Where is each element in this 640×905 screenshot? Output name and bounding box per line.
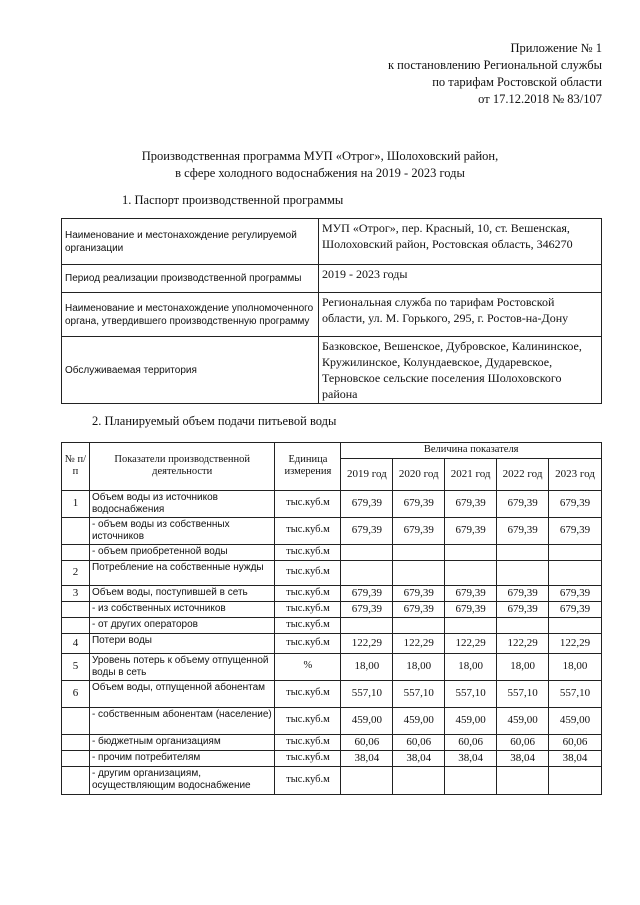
header-indicator: Показатели производственной деятельности [89,443,275,491]
table-row [62,293,602,337]
appendix-line: к постановлению Региональной службы [387,58,602,72]
row-unit: тыс.куб.м [275,544,341,560]
row-value: 38,04 [393,750,445,766]
table-row [62,560,602,585]
row-value: 679,39 [341,601,393,617]
row-unit: тыс.куб.м [275,617,341,633]
header-year: 2020 год [393,458,445,490]
row-number [62,766,90,794]
table-row [62,585,602,601]
table-row [62,601,602,617]
row-value: 122,29 [497,633,549,653]
row-value: 679,39 [549,585,602,601]
table-row [62,653,602,680]
row-value [445,544,497,560]
section-heading-passport: 1. Паспорт производственной программы [122,193,344,207]
row-value: 679,39 [497,517,549,544]
row-value: 60,06 [497,734,549,750]
row-unit: тыс.куб.м [275,490,341,517]
row-value: 60,06 [393,734,445,750]
row-value: 18,00 [341,653,393,680]
row-value: 557,10 [549,680,602,707]
row-indicator: Объем воды из источников водоснабжения [89,490,275,517]
row-value: 679,39 [549,517,602,544]
passport-label: Наименование и местонахождение регулируемой организации [62,219,319,265]
row-value: 60,06 [549,734,602,750]
row-indicator: - другим организациям, осуществляющим водоснабжение [89,766,275,794]
row-unit: тыс.куб.м [275,601,341,617]
row-value [393,617,445,633]
row-value: 679,39 [445,517,497,544]
row-value: 459,00 [497,707,549,734]
row-number [62,617,90,633]
row-number [62,707,90,734]
row-indicator: Потери воды [89,633,275,653]
passport-value: Базковское, Вешенское, Дубровское, Калининское, Кружилинское, Колундаевское, Дударевское, Терновское сельские поселения Шолоховского района [319,337,602,404]
appendix-block [388,40,602,108]
row-number: 2 [62,560,90,585]
row-value: 122,29 [549,633,602,653]
appendix-line: от 17.12.2018 № 83/107 [478,92,602,106]
row-value: 459,00 [393,707,445,734]
table-row [62,734,602,750]
row-value [341,617,393,633]
appendix-line: Приложение № 1 [510,41,602,55]
row-unit: тыс.куб.м [275,560,341,585]
header-year: 2019 год [341,458,393,490]
row-value [445,560,497,585]
row-unit: тыс.куб.м [275,633,341,653]
row-value [393,544,445,560]
row-value [393,560,445,585]
row-value: 679,39 [393,517,445,544]
row-value: 459,00 [549,707,602,734]
row-unit: тыс.куб.м [275,750,341,766]
row-unit: тыс.куб.м [275,585,341,601]
header-num: № п/п [62,443,90,491]
row-value [549,544,602,560]
row-value [445,617,497,633]
document-title [0,148,640,182]
row-unit: тыс.куб.м [275,734,341,750]
title-line: в сфере холодного водоснабжения на 2019 - 2023 годы [175,166,465,180]
row-value: 557,10 [341,680,393,707]
row-value: 18,00 [445,653,497,680]
volume-table-body [62,490,602,794]
row-number [62,517,90,544]
row-indicator: - из собственных источников [89,601,275,617]
header-year: 2023 год [549,458,602,490]
row-value: 679,39 [393,490,445,517]
row-value: 18,00 [497,653,549,680]
row-value [497,560,549,585]
row-number [62,544,90,560]
row-indicator: Объем воды, отпущенной абонентам [89,680,275,707]
row-value: 679,39 [341,517,393,544]
row-indicator: Уровень потерь к объему отпущенной воды в сеть [89,653,275,680]
row-value: 679,39 [497,490,549,517]
row-value: 122,29 [445,633,497,653]
row-value [497,544,549,560]
row-unit: тыс.куб.м [275,766,341,794]
table-row [62,265,602,293]
row-value: 38,04 [549,750,602,766]
row-value [445,766,497,794]
row-value: 60,06 [445,734,497,750]
table-row [62,750,602,766]
row-value: 18,00 [393,653,445,680]
row-value [341,766,393,794]
table-row [62,707,602,734]
table-row [62,337,602,404]
row-unit: % [275,653,341,680]
passport-value: 2019 - 2023 годы [319,265,602,293]
row-unit: тыс.куб.м [275,707,341,734]
row-value: 679,39 [341,585,393,601]
passport-value: Региональная служба по тарифам Ростовской области, ул. М. Горького, 295, г. Ростов-на-Дону [319,293,602,337]
row-value: 38,04 [497,750,549,766]
volume-table [61,442,602,795]
table-row [62,219,602,265]
row-unit: тыс.куб.м [275,680,341,707]
row-value: 459,00 [445,707,497,734]
row-value: 557,10 [393,680,445,707]
row-value: 122,29 [393,633,445,653]
row-value: 679,39 [549,601,602,617]
row-value [341,544,393,560]
row-value: 38,04 [445,750,497,766]
row-value: 679,39 [445,490,497,517]
row-value [497,617,549,633]
passport-label: Обслуживаемая территория [62,337,319,404]
row-value [497,766,549,794]
row-indicator: - бюджетным организациям [89,734,275,750]
row-value: 557,10 [445,680,497,707]
row-value: 679,39 [341,490,393,517]
row-indicator: - прочим потребителям [89,750,275,766]
passport-label: Наименование и местонахождение уполномоченного органа, утвердившего производственную программу [62,293,319,337]
row-value: 679,39 [393,585,445,601]
row-value: 18,00 [549,653,602,680]
row-value: 38,04 [341,750,393,766]
row-indicator: - объем воды из собственных источников [89,517,275,544]
row-value: 122,29 [341,633,393,653]
row-value: 679,39 [497,601,549,617]
row-value [549,560,602,585]
row-value: 679,39 [393,601,445,617]
row-value: 557,10 [497,680,549,707]
row-indicator: - от других операторов [89,617,275,633]
row-indicator: - объем приобретенной воды [89,544,275,560]
row-value: 679,39 [445,601,497,617]
title-line: Производственная программа МУП «Отрог», Шолоховский район, [141,149,499,163]
row-value [393,766,445,794]
row-unit: тыс.куб.м [275,517,341,544]
row-value [549,617,602,633]
row-value: 679,39 [497,585,549,601]
row-indicator: Объем воды, поступившей в сеть [89,585,275,601]
row-number: 1 [62,490,90,517]
row-number: 3 [62,585,90,601]
table-row [62,617,602,633]
passport-table [61,218,602,404]
table-row [62,633,602,653]
table-header-row [62,443,602,459]
row-number: 4 [62,633,90,653]
row-number [62,601,90,617]
row-value [549,766,602,794]
passport-label: Период реализации производственной программы [62,265,319,293]
row-value: 459,00 [341,707,393,734]
row-number: 5 [62,653,90,680]
row-indicator: Потребление на собственные нужды [89,560,275,585]
row-value [341,560,393,585]
table-row [62,490,602,517]
row-number: 6 [62,680,90,707]
table-row [62,766,602,794]
row-value: 679,39 [445,585,497,601]
row-indicator: - собственным абонентам (население) [89,707,275,734]
table-row [62,680,602,707]
row-value: 679,39 [549,490,602,517]
header-year: 2021 год [445,458,497,490]
table-row [62,544,602,560]
row-number [62,734,90,750]
row-value: 60,06 [341,734,393,750]
row-number [62,750,90,766]
appendix-line: по тарифам Ростовской области [432,75,602,89]
table-row [62,517,602,544]
header-value: Величина показателя [341,443,602,459]
passport-value: МУП «Отрог», пер. Красный, 10, ст. Вешенская, Шолоховский район, Ростовская область, 346270 [319,219,602,265]
section-heading-volume: 2. Планируемый объем подачи питьевой воды [92,414,337,428]
header-unit: Единица измерения [275,443,341,491]
header-year: 2022 год [497,458,549,490]
